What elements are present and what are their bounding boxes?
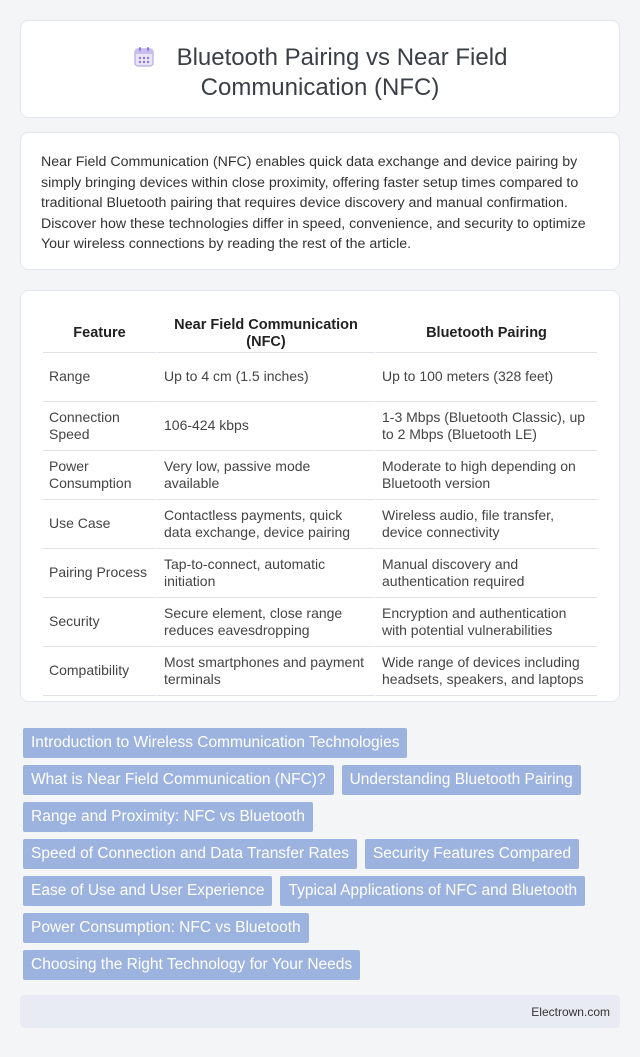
tag-link-typical-applications[interactable]: Typical Applications of NFC and Bluetooth xyxy=(280,876,585,906)
table-row xyxy=(43,353,597,402)
row-feature: Security xyxy=(43,598,156,647)
table-row xyxy=(43,402,597,451)
header-nfc: Near Field Communication (NFC) xyxy=(156,311,374,353)
row-nfc: Very low, passive mode available xyxy=(156,451,374,500)
tag-link-range-proximity[interactable]: Range and Proximity: NFC vs Bluetooth xyxy=(23,802,313,832)
table-header-row xyxy=(43,311,597,353)
intro-text: Near Field Communication (NFC) enables quick data exchange and device pairing by simply bringing devices within close proximity, offering faster setup times compared to traditional Bluetooth pairing that requires device discovery and manual confirmation. Discover how these technologies differ in speed, convenience, and security to optimize Your wireless connections by reading the rest of the article. xyxy=(41,154,586,252)
row-feature: Pairing Process xyxy=(43,549,156,598)
row-bluetooth: Up to 100 meters (328 feet) xyxy=(374,353,597,402)
comparison-table xyxy=(43,311,597,696)
row-bluetooth: Manual discovery and authentication required xyxy=(374,549,597,598)
tag-link-introduction[interactable]: Introduction to Wireless Communication Technologies xyxy=(23,728,407,758)
header-feature: Feature xyxy=(43,311,156,353)
row-bluetooth: Wireless audio, file transfer, device connectivity xyxy=(374,500,597,549)
row-feature: Power Consumption xyxy=(43,451,156,500)
row-feature: Compatibility xyxy=(43,647,156,696)
tag-link-security-features[interactable]: Security Features Compared xyxy=(365,839,579,869)
table-row xyxy=(43,500,597,549)
comparison-table-card xyxy=(20,290,620,702)
row-bluetooth: Encryption and authentication with potential vulnerabilities xyxy=(374,598,597,647)
row-feature: Connection Speed xyxy=(43,402,156,451)
row-feature: Use Case xyxy=(43,500,156,549)
calendar-icon xyxy=(133,46,155,68)
intro-card xyxy=(20,132,620,270)
tag-link-ease-of-use[interactable]: Ease of Use and User Experience xyxy=(23,876,272,906)
tag-link-choosing-technology[interactable]: Choosing the Right Technology for Your Needs xyxy=(23,950,360,980)
row-nfc: Contactless payments, quick data exchange, device pairing xyxy=(156,500,374,549)
row-nfc: Most smartphones and payment terminals xyxy=(156,647,374,696)
title-card xyxy=(20,20,620,118)
footer-brand: Electrown.com xyxy=(531,1005,610,1019)
row-bluetooth: Wide range of devices including headsets, speakers, and laptops xyxy=(374,647,597,696)
tag-link-power-consumption[interactable]: Power Consumption: NFC vs Bluetooth xyxy=(23,913,309,943)
table-row xyxy=(43,598,597,647)
table-row xyxy=(43,451,597,500)
row-nfc: 106-424 kbps xyxy=(156,402,374,451)
tag-link-what-is-nfc[interactable]: What is Near Field Communication (NFC)? xyxy=(23,765,334,795)
header-bluetooth: Bluetooth Pairing xyxy=(374,311,597,353)
page-title-text: Bluetooth Pairing vs Near Field Communication (NFC) xyxy=(176,44,508,101)
footer xyxy=(20,995,620,1028)
row-bluetooth: Moderate to high depending on Bluetooth version xyxy=(374,451,597,500)
row-feature: Range xyxy=(43,353,156,402)
page-title xyxy=(51,43,589,103)
table-row xyxy=(43,647,597,696)
topic-tags xyxy=(20,728,610,980)
row-bluetooth: 1-3 Mbps (Bluetooth Classic), up to 2 Mbps (Bluetooth LE) xyxy=(374,402,597,451)
row-nfc: Secure element, close range reduces eavesdropping xyxy=(156,598,374,647)
tag-link-speed-connection[interactable]: Speed of Connection and Data Transfer Rates xyxy=(23,839,357,869)
row-nfc: Up to 4 cm (1.5 inches) xyxy=(156,353,374,402)
tag-link-understanding-bluetooth[interactable]: Understanding Bluetooth Pairing xyxy=(342,765,581,795)
row-nfc: Tap-to-connect, automatic initiation xyxy=(156,549,374,598)
table-row xyxy=(43,549,597,598)
